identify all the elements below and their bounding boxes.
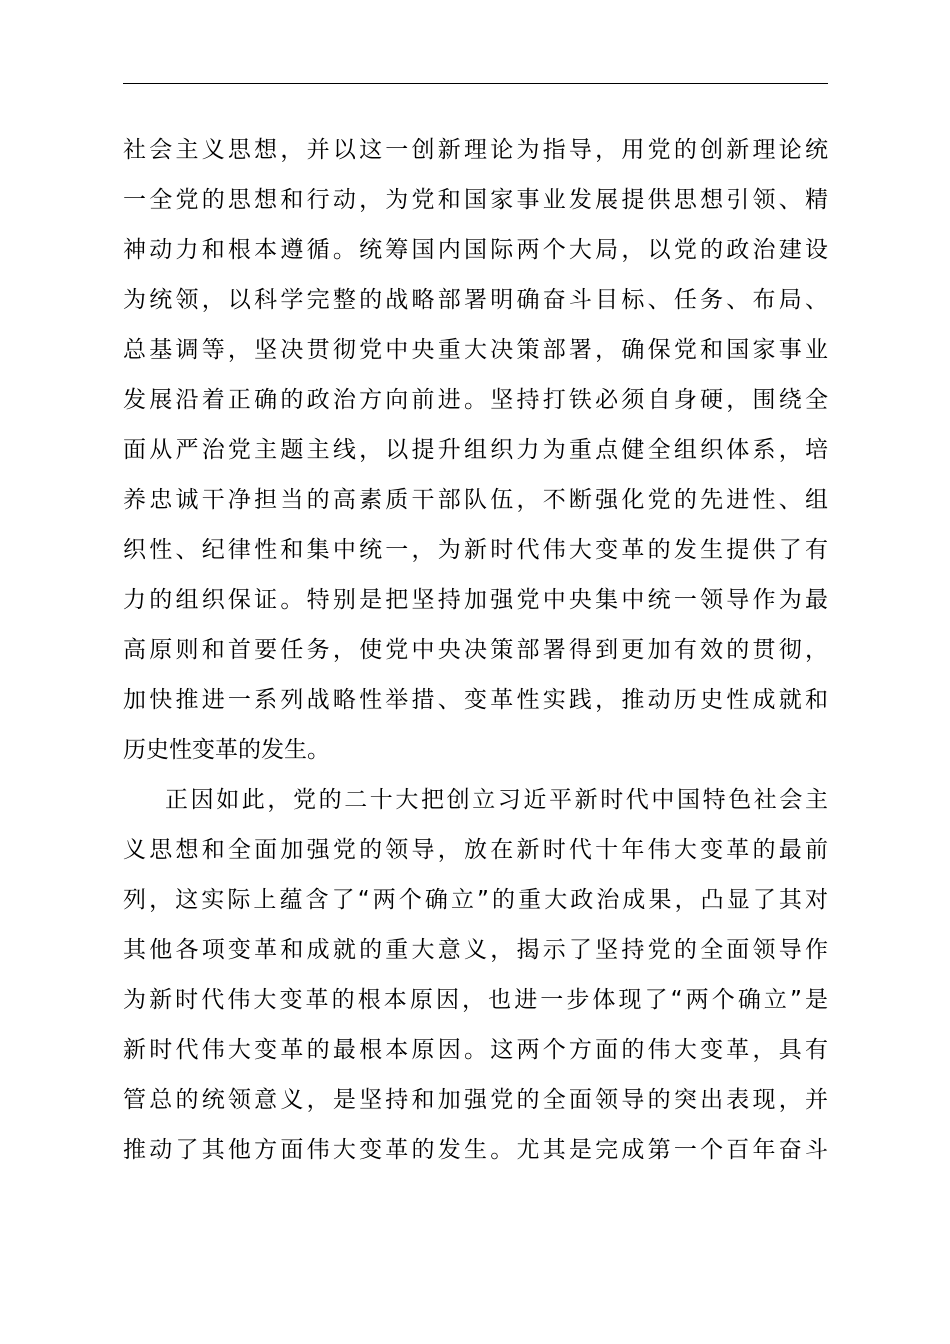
text-line: 为新时代伟大变革的根本原因，也进一步体现了“两个确立”是 <box>123 987 828 1013</box>
header-rule <box>123 83 828 84</box>
text-line: 正因如此，党的二十大把创立习近平新时代中国特色社会主 <box>165 787 828 813</box>
paragraph-1 <box>123 125 828 775</box>
text-line: 高原则和首要任务，使党中央决策部署得到更加有效的贯彻， <box>123 637 828 663</box>
text-line: 新时代伟大变革的最根本原因。这两个方面的伟大变革，具有 <box>123 1037 828 1063</box>
text-line: 面从严治党主题主线，以提升组织力为重点健全组织体系，培 <box>123 437 828 463</box>
text-line: 神动力和根本遵循。统筹国内国际两个大局，以党的政治建设 <box>123 237 828 263</box>
text-line: 加快推进一系列战略性举措、变革性实践，推动历史性成就和 <box>123 687 828 713</box>
text-line: 社会主义思想，并以这一创新理论为指导，用党的创新理论统 <box>123 137 828 163</box>
text-line: 总基调等，坚决贯彻党中央重大决策部署，确保党和国家事业 <box>123 337 828 363</box>
text-line: 养忠诚干净担当的高素质干部队伍，不断强化党的先进性、组 <box>123 487 828 513</box>
text-line: 列，这实际上蕴含了“两个确立”的重大政治成果，凸显了其对 <box>123 887 828 913</box>
paragraph-2 <box>123 775 828 1175</box>
text-line: 为统领，以科学完整的战略部署明确奋斗目标、任务、布局、 <box>123 287 828 313</box>
text-line: 义思想和全面加强党的领导，放在新时代十年伟大变革的最前 <box>123 837 828 863</box>
text-line: 管总的统领意义，是坚持和加强党的全面领导的突出表现，并 <box>123 1087 828 1113</box>
text-line: 一全党的思想和行动，为党和国家事业发展提供思想引领、精 <box>123 187 828 213</box>
text-line: 织性、纪律性和集中统一，为新时代伟大变革的发生提供了有 <box>123 537 828 563</box>
text-line: 发展沿着正确的政治方向前进。坚持打铁必须自身硬，围绕全 <box>123 387 828 413</box>
text-line: 力的组织保证。特别是把坚持加强党中央集中统一领导作为最 <box>123 587 828 613</box>
text-line: 推动了其他方面伟大变革的发生。尤其是完成第一个百年奋斗 <box>123 1137 828 1163</box>
text-line: 其他各项变革和成就的重大意义，揭示了坚持党的全面领导作 <box>123 937 828 963</box>
document-body <box>123 125 828 1175</box>
text-line: 历史性变革的发生。 <box>123 737 330 763</box>
